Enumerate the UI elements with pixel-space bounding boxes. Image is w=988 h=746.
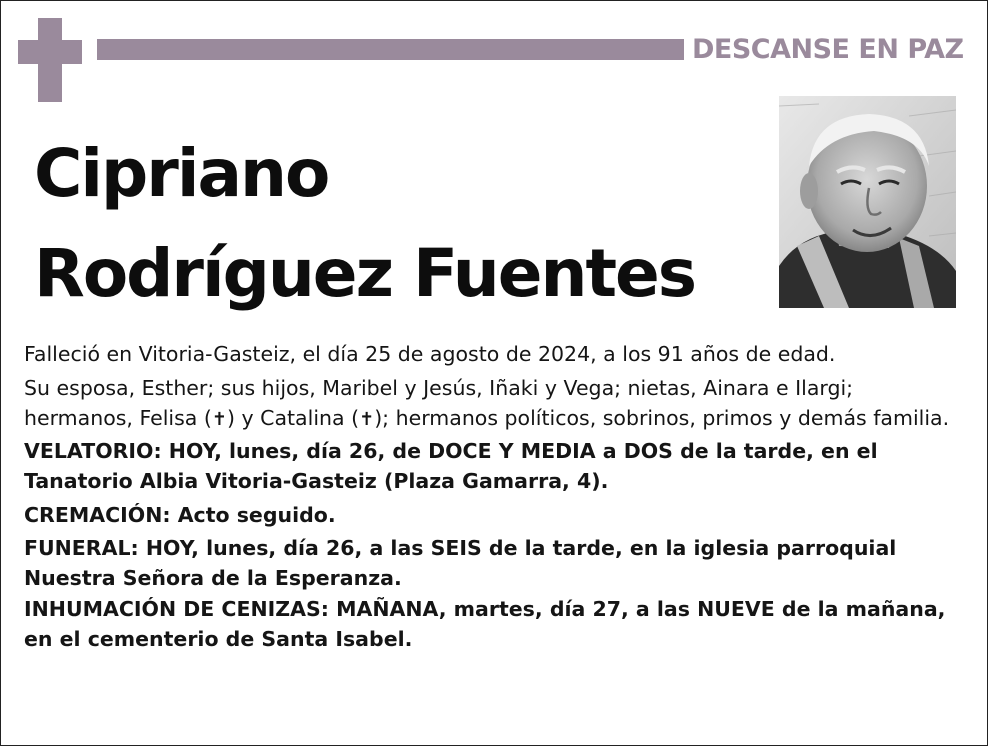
family-text-part2: ) y Catalina ( (226, 406, 360, 430)
death-notice: Falleció en Vitoria-Gasteiz, el día 25 de agosto de 2024, a los 91 años de edad. (24, 342, 836, 366)
deceased-first-name: Cipriano (34, 135, 329, 212)
funeral-notice: FUNERAL: HOY, lunes, día 26, a las SEIS de la tarde, en la iglesia parroquial Nuestra Señora de la Esperanza. (24, 536, 897, 590)
cross-icon-horizontal (18, 40, 82, 64)
portrait-photo (779, 96, 956, 308)
inhumacion-notice: INHUMACIÓN DE CENIZAS: MAÑANA, martes, día 27, a las NUEVE de la mañana, en el cementerio de Santa Isabel. (24, 597, 946, 651)
family-text-part1: Su esposa, Esther; sus hijos, Maribel y Jesús, Iñaki y Vega; nietas, Ainara e Ilargi; hermanos, Felisa ( (24, 376, 854, 430)
cremacion-notice: CREMACIÓN: Acto seguido. (24, 503, 336, 527)
header-label: DESCANSE EN PAZ (692, 34, 964, 65)
velatorio-notice: VELATORIO: HOY, lunes, día 26, de DOCE Y MEDIA a DOS de la tarde, en el Tanatorio Albia Vitoria-Gasteiz (Plaza Gamarra, 4). (24, 439, 878, 493)
family-list (24, 373, 959, 435)
header-rule (97, 39, 684, 60)
deceased-surnames: Rodríguez Fuentes (34, 235, 696, 312)
cross-icon: ✝ (359, 409, 375, 430)
obituary-body (24, 336, 959, 654)
family-text-part3: ); hermanos políticos, sobrinos, primos y demás familia. (374, 406, 950, 430)
cross-icon: ✝ (211, 409, 227, 430)
